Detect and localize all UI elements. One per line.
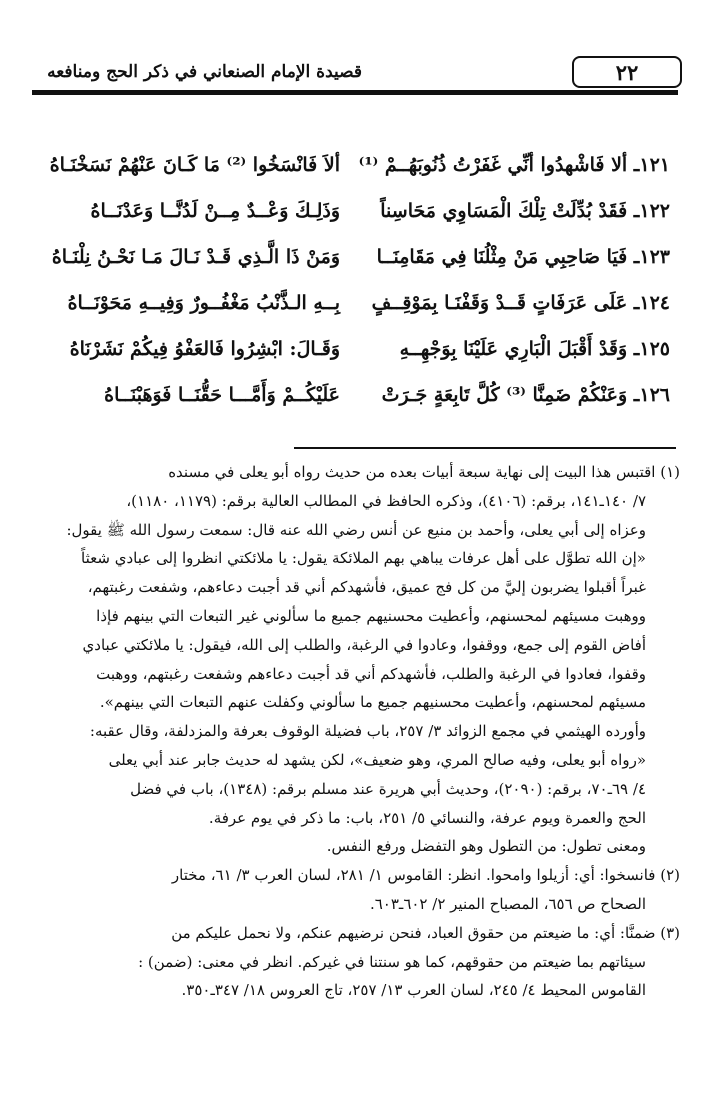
- page-header: [32, 52, 678, 94]
- poem: [40, 142, 670, 418]
- footnote-1-line: «إن الله تطوَّل على أهل عرفات يباهي بهم الملائكة يقول: يا ملائكتي انظروا إلى عبادي شعثاً: [81, 549, 646, 568]
- header-rule: [32, 90, 678, 95]
- verse-second-hemistich: بِــهِ الـذَّنْبُ مَغْفُــورٌ وَفِيــهِ مَحَوْنَــاهُ: [67, 292, 340, 314]
- verse-124: [40, 280, 670, 326]
- footnote-1-line: وأورده الهيثمي في مجمع الزوائد ٣/ ٢٥٧، باب فضيلة الوقوف بعرفة والمزدلفة، وقال عقبه:: [89, 722, 646, 741]
- footnote-separator: [294, 447, 676, 449]
- footnote-1-line: ٧/ ١٤٠ـ١٤١، برقم: (٤١٠٦)، وذكره الحافظ في المطالب العالية برقم: (١١٧٩، ١١٨٠)،: [126, 491, 646, 510]
- verse-first-hemistich: ١٢٦ـ وَعَنْكُمْ ضَمِنَّا ⁽³⁾ كُلَّ تَابِعَةٍ جَـرَتْ: [381, 384, 670, 406]
- page-number-box: [572, 56, 682, 88]
- footnote-3-line: القاموس المحيط ٤/ ٢٤٥، لسان العرب ١٣/ ٢٥٧، تاج العروس ١٨/ ٣٤٧ـ٣٥٠.: [181, 981, 646, 1000]
- footnote-1-line: ومعنى تطول: من التطول وهو التفضل ورفع النفس.: [326, 837, 646, 856]
- verse-second-hemistich: وَمَنْ ذَا الَّـذِي قَـدْ نَـالَ مَـا نَحْـنُ نِلْنَـاهُ: [51, 246, 340, 268]
- footnote-1-line: مسيئهم لمحسنهم، وأعطيت محسنيهم جميع ما سألوني وكفلت عنهم التبعات التي بينهم».: [99, 693, 646, 712]
- footnote-1-line: وقفوا، فعادوا في الرغبة والطلب، فأشهدكم أني قد أجبت دعاءهم وشفعت رغبتهم، ووهبت: [96, 664, 646, 683]
- running-title: قصيدة الإمام الصنعاني في ذكر الحج ومنافعه: [47, 62, 362, 82]
- footnote-3-line: (٣) ضمنَّا: أي: ما ضيعتم من حقوق العباد، فنحن نرضيهم عنكم، ولا نحمل عليكم من: [171, 923, 680, 942]
- verse-second-hemistich: وَقَـالَ: ابْشِرُوا فَالعَفْوُ فِيكُمْ نَشَرْنَاهُ: [69, 338, 340, 360]
- footnote-1-line: (١) اقتبس هذا البيت إلى نهاية سبعة أبيات بعده من حديث رواه أبو يعلى في مسنده: [168, 463, 680, 481]
- verse-first-hemistich: ١٢٥ـ وَقَدْ أَقْبَلَ الْبَارِي عَلَيْنَا بِوَجْهِــهِ: [399, 338, 670, 360]
- footnote-1-line: ووهبت مسيئهم لمحسنهم، وأعطيت محسنيهم جميع ما سألوني غير التبعات التي بينهم فإذا: [96, 606, 646, 625]
- verse-126: [40, 372, 670, 418]
- verse-second-hemistich: وَذَلِـكَ وَعْــدٌ مِــنْ لَدُنَّــا وَعَدْنَــاهُ: [90, 200, 340, 222]
- verse-121: [40, 142, 670, 188]
- footnotes: [34, 458, 680, 1005]
- verse-123: [40, 234, 670, 280]
- footnote-1-line: «رواه أبو يعلى، وفيه صالح المري، وهو ضعيف»، لكن يشهد له حديث جابر عند أبي يعلى: [108, 750, 646, 769]
- verse-second-hemistich: عَلَيْكُــمْ وَأَمَّـــا حَقُّنَــا فَوَهَبْنَــاهُ: [104, 384, 340, 406]
- footnote-1-line: أفاض القوم إلى جمع، ووقفوا، وعادوا في الرغبة، والطلب إلى الله، فيقول: يا ملائكتي عبادي: [82, 635, 646, 654]
- verse-122: [40, 188, 670, 234]
- footnote-1-line: غبراً أقبلوا يضربون إليَّ من كل فج عميق، فأشهدكم أني قد أجبت دعاءهم، وشفعت رغبتهم،: [87, 578, 646, 597]
- verse-first-hemistich: ١٢٤ـ عَلَى عَرَفَاتٍ قَــدْ وَقَفْنَـا بِمَوْقِــفٍ: [371, 292, 670, 314]
- verse-125: [40, 326, 670, 372]
- verse-first-hemistich: ١٢١ـ ألا فَاشْهدُوا أنِّي غَفَرْتُ ذُنُوبَهُــمْ ⁽¹⁾: [358, 154, 670, 176]
- footnote-2-line: الصحاح ص ٦٥٦، المصباح المنير ٢/ ٦٠٢ـ٦٠٣.: [369, 894, 646, 913]
- footnote-2-line: (٢) فانسخوا: أي: أزيلوا وامحوا. انظر: القاموس ١/ ٢٨١، لسان العرب ٣/ ٦١، مختار: [171, 866, 680, 885]
- verse-first-hemistich: ١٢٢ـ فَقَدْ بُدِّلَتْ تِلْكَ الْمَسَاوِي مَحَاسِناً: [380, 200, 670, 222]
- footnote-1-line: وعزاه إلى أبي يعلى، وأحمد بن منيع عن أنس رضي الله عنه قال: سمعت رسول الله ﷺ يقول:: [66, 520, 646, 539]
- footnote-1-line: ٤/ ٦٩ـ٧٠، برقم: (٢٠٩٠)، وحديث أبي هريرة عند مسلم برقم: (١٣٤٨)، باب في فضل: [130, 779, 646, 798]
- verse-first-hemistich: ١٢٣ـ فَيَا صَاحِبِي مَنْ مِثْلُنَا فِي مَقَامِنَــا: [376, 246, 670, 268]
- page-number: ٢٢: [615, 59, 639, 85]
- verse-second-hemistich: ألاَ فَانْسَخُوا ⁽²⁾ مَا كَـانَ عَنْهُمْ نَسَخْنَـاهُ: [49, 154, 340, 176]
- footnote-3-line: سيئاتهم بما ضيعتم من حقوقهم، كما هو سنتنا في غيركم. انظر في معنى: (ضمن) :: [138, 952, 646, 971]
- footnote-1-line: الحج والعمرة ويوم عرفة، والنسائي ٥/ ٢٥١، باب: ما ذكر في يوم عرفة.: [208, 808, 646, 827]
